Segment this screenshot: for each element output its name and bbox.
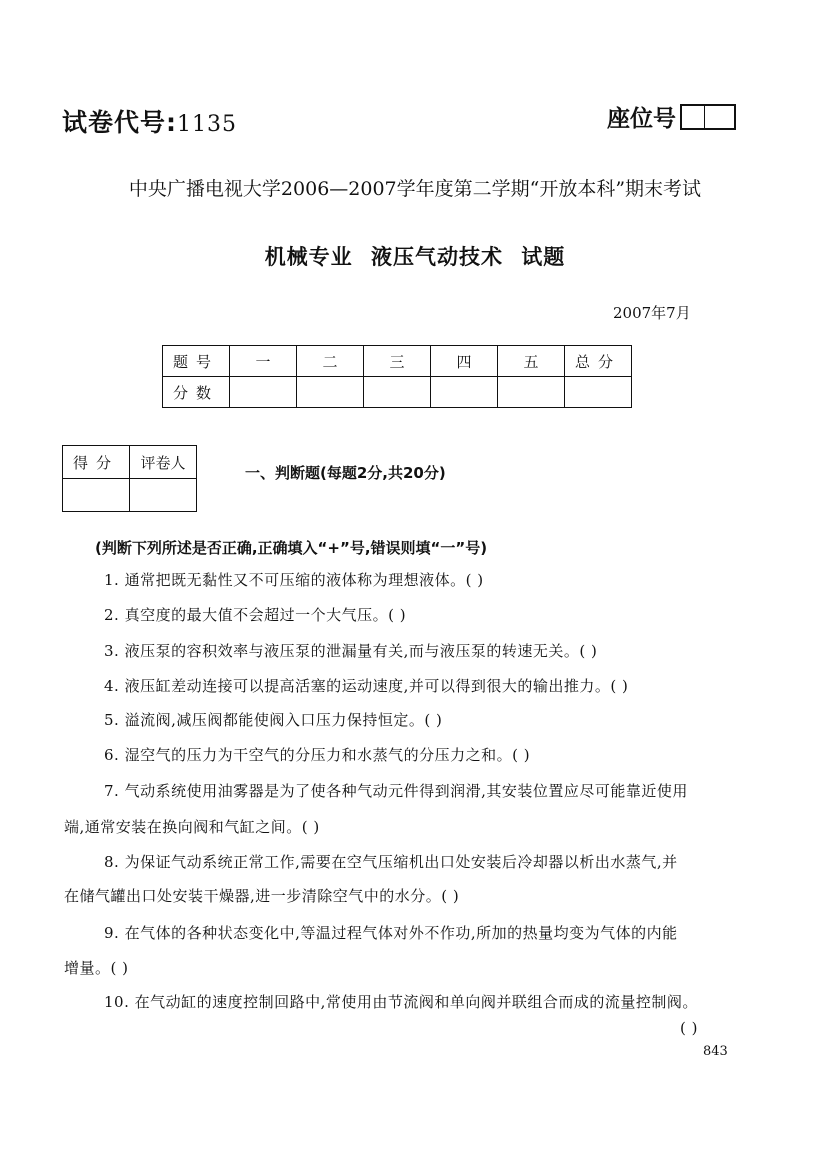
score-table-column: 五 xyxy=(498,346,565,377)
exam-date: 2007年7月 xyxy=(613,304,691,322)
seat-number-label: 座位号 xyxy=(607,106,676,132)
question-item-continuation: 端,通常安装在换向阀和气缸之间。( ) xyxy=(64,818,320,836)
question-item-continuation: 在储气罐出口处安装干燥器,进一步清除空气中的水分。( ) xyxy=(64,887,460,905)
score-cell[interactable] xyxy=(431,377,498,408)
subject-title: 机械专业 液压气动技术 试题 xyxy=(264,245,566,269)
grader-name-cell[interactable] xyxy=(130,479,197,512)
question-item: 10. 在气动缸的速度控制回路中,常使用由节流阀和单向阀并联组合而成的流量控制阀。 xyxy=(104,993,698,1011)
score-table-column: 总分 xyxy=(565,346,632,377)
question-item: 3. 液压泵的容积效率与液压泵的泄漏量有关,而与液压泵的转速无关。( ) xyxy=(104,642,598,660)
score-table-row-label: 题号 xyxy=(163,346,230,377)
paper-code-number: 1135 xyxy=(177,112,237,137)
score-table-header-row xyxy=(163,346,632,377)
score-cell[interactable] xyxy=(297,377,364,408)
grader-score-label: 得分 xyxy=(63,446,130,479)
score-table-score-row xyxy=(163,377,632,408)
score-cell[interactable] xyxy=(230,377,297,408)
score-table-column: 一 xyxy=(230,346,297,377)
grader-name-label: 评卷人 xyxy=(130,446,197,479)
question-item: 9. 在气体的各种状态变化中,等温过程气体对外不作功,所加的热量均变为气体的内能 xyxy=(104,924,678,942)
question-item: 5. 溢流阀,减压阀都能使阀入口压力保持恒定。( ) xyxy=(104,711,443,729)
grader-table xyxy=(62,445,197,512)
question-item: 8. 为保证气动系统正常工作,需要在空气压缩机出口处安装后冷却器以析出水蒸气,并 xyxy=(104,853,678,871)
seat-number-box[interactable] xyxy=(680,104,736,130)
score-cell[interactable] xyxy=(364,377,431,408)
question-item: 1. 通常把既无黏性又不可压缩的液体称为理想液体。( ) xyxy=(104,571,484,589)
score-table xyxy=(162,345,632,408)
exam-title: 中央广播电视大学2006—2007学年度第二学期“开放本科”期末考试 xyxy=(128,178,702,200)
question-item: 6. 湿空气的压力为干空气的分压力和水蒸气的分压力之和。( ) xyxy=(104,746,531,764)
section-title: 一、判断题(每题2分,共20分) xyxy=(245,464,446,482)
score-cell[interactable] xyxy=(565,377,632,408)
question-item: 7. 气动系统使用油雾器是为了使各种气动元件得到润滑,其安装位置应尽可能靠近使用 xyxy=(104,782,688,800)
question-item-continuation: ( ) xyxy=(680,1019,698,1037)
score-table-column: 三 xyxy=(364,346,431,377)
score-cell[interactable] xyxy=(498,377,565,408)
score-table-row-label: 分数 xyxy=(163,377,230,408)
paper-code-label: 试卷代号: xyxy=(62,108,177,137)
question-item: 2. 真空度的最大值不会超过一个大气压。( ) xyxy=(104,606,407,624)
grader-score-cell[interactable] xyxy=(63,479,130,512)
question-item-continuation: 增量。( ) xyxy=(64,959,129,977)
section-instruction: (判断下列所述是否正确,正确填入“+”号,错误则填“一”号) xyxy=(95,539,488,557)
score-table-column: 二 xyxy=(297,346,364,377)
question-item: 4. 液压缸差动连接可以提高活塞的运动速度,并可以得到很大的输出推力。( ) xyxy=(104,677,629,695)
score-table-column: 四 xyxy=(431,346,498,377)
page-number: 843 xyxy=(703,1044,728,1059)
paper-code xyxy=(62,103,237,139)
